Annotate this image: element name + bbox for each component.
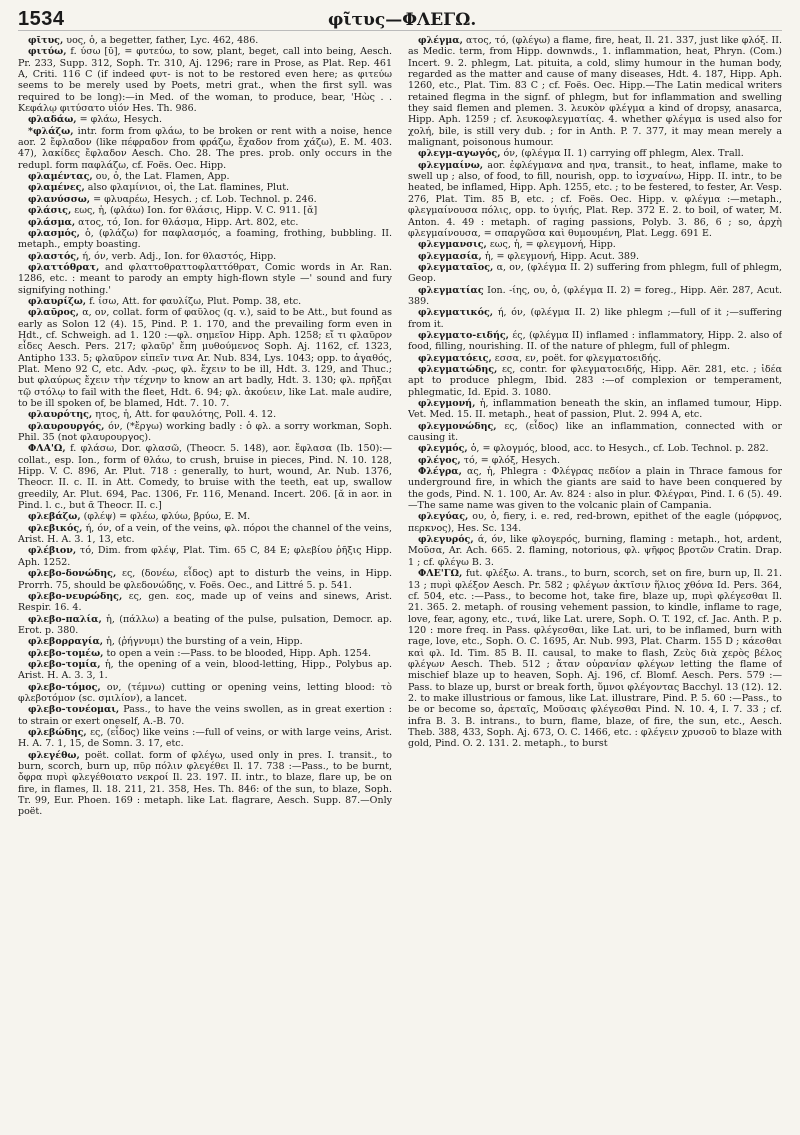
entry-definition: ατος, τό, (φλέγω) a flame, fire, heat, Il. 21. 337, just like φλόξ. II. as Medic. term, from Hipp. downwds., 1. inflammation, heat, Phryn. (Com.) Incert. 9. 2. phlegm, Lat. pituita, a cold, slimy humour in the human body, regarded as the matter and cause of many diseases, Hdt. 4. 187, Hipp. Aph. 1260, etc., Plat. Tim. 83 C ; cf. Foës. Oec. Hipp.—The Latin medical writers retained flegma in the signf. of phlegm, but for inflammation and swelling they said flemen and plemen. 3. λευκὸν φλέγμα a kind of dropsy, anasarca, Hipp. Aph. 1259 ; cf. λευκοφλεγματίας. 4. whether φλέγμα is used also for χολή, bile, is still very dub. ; for in Anth. P. 7. 377, it may mean merely a malignant, poisonous humour. bbox=[408, 35, 782, 149]
entry-headword: φλαυρουργός, bbox=[28, 420, 105, 432]
dictionary-entry bbox=[18, 171, 392, 182]
entry-definition: and φλαττοθραττοφλαττόθρατ, Comic words in Ar. Ran. 1286, etc. : meant to parody an empty high-flown style —' sound and fury signifying nothing.' bbox=[18, 261, 392, 296]
entry-definition: Pass., to have the veins swollen, as in great exertion : to strain or exert oneself, A.-B. 70. bbox=[18, 704, 392, 727]
dictionary-entry bbox=[408, 148, 782, 159]
entry-definition: ά, όν, like φλογερός, burning, flaming : metaph., hot, ardent, Μοῦσα, Ar. Ach. 665. 2. flaming, notorious, φλ. ψῆφος βροτῶν Cratin. Drap. 1 ; cf. φλέγω B. 3. bbox=[408, 534, 782, 568]
dictionary-entry bbox=[18, 659, 392, 682]
entry-headword: φλεγυρός, bbox=[418, 534, 474, 546]
entry-definition: Ion. -ίης, ου, ὁ, (φλέγμα II. 2) = foreg., Hipp. Aër. 287, Acut. 389. bbox=[408, 284, 782, 307]
entry-definition: ου, ὁ, fiery, i. e. red, red-brown, epithet of the eagle (μόρφνος, περκνος), Hes. Sc. 134. bbox=[408, 511, 782, 534]
entry-headword: Φλέγρα, bbox=[418, 466, 462, 478]
dictionary-entry bbox=[18, 182, 392, 193]
dictionary-entry bbox=[408, 239, 782, 250]
entry-definition: ὁ, (φλάζω) for παφλασμός, a foaming, frothing, bubbling. II. metaph., empty boasting. bbox=[18, 227, 392, 251]
dictionary-entry bbox=[18, 591, 392, 614]
dictionary-entry bbox=[18, 126, 392, 171]
entry-definition: α, ον, (φλέγμα II. 2) suffering from phlegm, full of phlegm, Geop. bbox=[408, 261, 782, 285]
entry-headword: φλεγματώδης, bbox=[418, 363, 498, 375]
entry-definition: ας, ἡ, Phlegra : Φλέγρας πεδίον a plain in Thrace famous for underground fire, in which the giants are said to have been conquered by the gods, Pind. N. 1. 100, Ar. Av. 824 : also in plur. Φλέγραι, Pind. I. 6 (5). 49.—The same name was given to the volcanic plain of Campania. bbox=[408, 466, 782, 512]
entry-headword: φλεγμανσις, bbox=[418, 239, 487, 251]
entry-headword: φλεγύας, bbox=[418, 511, 469, 523]
entry-definition: ἡ, = φλεγμονή, Hipp. Acut. 389. bbox=[481, 250, 640, 262]
entry-definition: ές, (φλέγμα II) inflamed : inflammatory, Hipp. 2. also of food, filling, nourishing. II. of the nature of phlegm, full of phlegm. bbox=[408, 329, 782, 353]
entry-headword: φλεβο-τόμος, bbox=[28, 681, 101, 693]
entry-definition: ες, gen. εος, made up of veins and sinews, Arist. Respir. 16. 4. bbox=[18, 590, 392, 614]
entry-headword: φλεγματίας bbox=[418, 284, 484, 296]
entry-definition: ητος, ἡ, Att. for φαυλότης, Poll. 4. 12. bbox=[92, 409, 277, 421]
dictionary-entry bbox=[18, 443, 392, 511]
entry-headword: ΦΛΕ'ΓΩ, bbox=[418, 568, 463, 580]
entry-definition: = φλάω, Hesych. bbox=[76, 114, 163, 126]
entry-definition: ατος, τό, Ion. for θλάσμα, Hipp. Art. 802, etc. bbox=[75, 216, 299, 228]
dictionary-entry bbox=[18, 205, 392, 216]
entry-headword: φλαυρίζω, bbox=[28, 295, 87, 307]
dictionary-entry bbox=[408, 251, 782, 262]
entry-headword: φλεγμ-αγωγός, bbox=[418, 148, 501, 160]
running-head: φῖτυς—ΦΛΕΓΩ. bbox=[328, 10, 477, 30]
entry-definition: ἡ, (πάλλω) a beating of the pulse, pulsation, Democr. ap. Erot. p. 380. bbox=[18, 613, 392, 636]
entry-definition: εσσα, εν, poët. for φλεγματοειδής. bbox=[491, 352, 662, 364]
entry-headword: φλάσμα, bbox=[28, 216, 76, 228]
dictionary-entry bbox=[18, 262, 392, 296]
columns bbox=[18, 35, 782, 1130]
entry-definition: υος, ὁ, a begetter, father, Lyc. 462, 486. bbox=[63, 35, 259, 46]
entry-headword: φλεβο-τονέομαι, bbox=[28, 704, 120, 716]
entry-definition: τό, Dim. from φλέψ, Plat. Tim. 65 C, 84 E; φλεβίου ῥῆξις Hipp. Aph. 1252. bbox=[18, 545, 392, 568]
entry-headword: φλεβορραγία, bbox=[28, 636, 104, 648]
entry-headword: φλεβώδης, bbox=[28, 726, 87, 738]
entry-headword: φλέβιον, bbox=[28, 545, 77, 557]
entry-definition: ή, όν, of a vein, of the veins, φλ. πόροι the channel of the veins, Arist. H. A. 3. 1, 13, etc. bbox=[18, 522, 392, 546]
entry-headword: φλαστός, bbox=[28, 250, 80, 262]
entry-definition: ες, contr. for φλεγματοειδής, Hipp. Aër. 281, etc. ; ἰδέα apt to produce phlegm, Ibid. 283 :—of complexion or temperament, phlegmatic, Id. Epid. 3. 1080. bbox=[408, 363, 782, 398]
entry-headword: φλεβικός, bbox=[28, 522, 83, 534]
dictionary-entry bbox=[18, 750, 392, 818]
entry-headword: φλεβο-δονώδης, bbox=[28, 568, 117, 580]
entry-definition: όν, (*ἔργω) working badly : ὁ φλ. a sorry workman, Soph. Phil. 35 (not φλαυρουργος). bbox=[18, 420, 392, 444]
dictionary-entry bbox=[18, 114, 392, 125]
dictionary-entry bbox=[18, 523, 392, 546]
entry-headword: φιτύω, bbox=[28, 46, 67, 58]
dictionary-entry bbox=[18, 704, 392, 727]
dictionary-entry bbox=[408, 568, 782, 750]
entry-headword: φλεβάζω, bbox=[28, 511, 81, 523]
dictionary-entry bbox=[18, 307, 392, 409]
entry-headword: φλεβο-παλία, bbox=[28, 613, 102, 625]
dictionary-entry bbox=[18, 636, 392, 647]
entry-headword: φλεγμονώδης, bbox=[418, 420, 497, 432]
entry-headword: φλάσις, bbox=[28, 205, 72, 217]
entry-definition: ες, (εἶδος) like veins :—full of veins, or with large veins, Arist. H. A. 7. 1, 15, de Somn. 3. 17, etc. bbox=[18, 726, 392, 750]
entry-definition: εως, ἡ, = φλεγμονή, Hipp. bbox=[486, 239, 616, 251]
entry-definition: intr. form from φλάω, to be broken or rent with a noise, hence aor. 2 ἔφλαδον (like πέφραδον from φράζω, ἔχαδον from χάζω), E. M. 403. 47), λακίδες ἔφλαδον Aesch. Cho. 28. The pres. prob. only occurs in the redupl. form παφλάζω, cf. Foës. Oec. Hipp. bbox=[18, 125, 392, 171]
dictionary-entry bbox=[18, 648, 392, 659]
dictionary-entry bbox=[18, 545, 392, 568]
entry-headword: φλεγμαίνω, bbox=[418, 159, 484, 171]
dictionary-entry bbox=[18, 251, 392, 262]
dictionary-entry bbox=[408, 307, 782, 330]
dictionary-entry bbox=[18, 217, 392, 228]
entry-headword: φλαμέντας, bbox=[28, 171, 93, 183]
entry-definition: ἡ, inflammation beneath the skin, an inflamed tumour, Hipp. Vet. Med. 15. II. metaph., heat of passion, Plut. 2. 994 A, etc. bbox=[408, 398, 782, 421]
entry-headword: φλεγματαῖος, bbox=[418, 261, 494, 273]
right-column bbox=[408, 35, 782, 1130]
entry-definition: εως, ἡ, (φλάω) Ion. for θλάσις, Hipp. V. C. 911. [ᾰ] bbox=[71, 205, 318, 217]
entry-headword: φλαδάω, bbox=[28, 114, 77, 126]
entry-headword: φλεγμονή, bbox=[418, 398, 476, 409]
dictionary-entry bbox=[18, 194, 392, 205]
entry-definition: poët. collat. form of φλέγω, used only in pres. I. transit., to burn, scorch, burn up, πῦρ πόλιν φλεγέθει Il. 17. 738 :—Pass., to be burnt, ὄφρα πυρὶ φλεγέθοιατο νεκροί Il. 23. 197. II. intr., to blaze, flare up, be on fire, in flames, Il. 18. 211, 21. 358, Hes. Th. 846: of the sun, to blaze, Soph. Tr. 99, Eur. Phoen. 169 : metaph. like Lat. flagrare, Aesch. Supp. 87.—Only poët. bbox=[18, 749, 392, 818]
dictionary-entry bbox=[408, 262, 782, 285]
dictionary-entry bbox=[408, 364, 782, 398]
entry-headword: φλέγμα, bbox=[418, 35, 463, 46]
dictionary-entry bbox=[408, 443, 782, 454]
dictionary-entry bbox=[408, 353, 782, 364]
entry-definition: ἡ, the opening of a vein, blood-letting, Hipp., Polybus ap. Arist. H. A. 3. 3, 1. bbox=[18, 658, 392, 682]
dictionary-entry bbox=[408, 330, 782, 353]
page-number: 1534 bbox=[18, 8, 65, 30]
entry-definition: τό, = φλόξ, Hesych. bbox=[460, 454, 561, 466]
entry-definition: όν, (φλέγμα II. 1) carrying off phlegm, Alex. Trall. bbox=[500, 148, 744, 160]
entry-definition: ες, (εἶδος) like an inflammation, connected with or causing it. bbox=[408, 420, 782, 444]
entry-headword: φλεγματο-ειδής, bbox=[418, 329, 509, 341]
entry-headword: φλεγμασία, bbox=[418, 250, 482, 262]
entry-definition: ου, ὁ, the Lat. Flamen, App. bbox=[92, 171, 230, 183]
entry-headword: φλεγματικός, bbox=[418, 307, 494, 319]
entry-definition: aor. ἐφλέγμανα and ηνα, transit., to heat, inflame, make to swell up ; also, of food, to fill, nourish, opp. to ἰσχναίνω, Hipp. II. intr., to be heated, be inflamed, Hipp. Aph. 1255, etc. ; to be festered, to fester, Ar. Vesp. 276, Plat. Tim. 85 B, etc. ; cf. Foës. Oec. Hipp. v. φλέγμα :—metaph., φλεγμαίνουσα πόλις, opp. to ὑγιής, Plat. Rep. 372 E. 2. to boil, of water, M. Anton. 4. 49 : metaph. of raging passions, Polyb. 3. 86, 6 ; so, ἀρχὴ φλεγμαίνουσα, = σπαργῶσα καὶ θυμουμένη, Plat. Legg. 691 E. bbox=[408, 159, 782, 239]
dictionary-entry bbox=[18, 228, 392, 251]
entry-definition: fut. φλέξω. A. trans., to burn, scorch, set on fire, burn up, Il. 21. 13 ; πυρὶ φλέξον Aesch. Pr. 582 ; φλέγων ἀκτῖσιν ἥλιος χθόνα Id. Pers. 364, cf. 504, etc. :—Pass., to become hot, take fire, blaze up, πυρὶ φλέγεσθαι Il. 21. 365. 2. metaph. of rousing vehement passion, to kindle, inflame to rage, love, fear, agony, etc., τινά, like Lat. urere, Soph. O. T. 192, cf. Jac. Anth. P. p. 120 : more freq. in Pass. φλέγεσθαι, like Lat. uri, to be inflamed, burn with rage, love, etc., Soph. O. C. 1695, Ar. Nub. 993, Plat. Charm. 155 D ; κάεσθαι καὶ φλ. Id. Tim. 85 B. II. causal, to make to flash, Ζεὺς διὰ χερὸς βέλος φλέγων Aesch. Theb. 512 ; ἄταν οὐρανίαν φλέγων letting the flame of mischief blaze up to heaven, Soph. Aj. 196, cf. Blomf. Aesch. Pers. 579 :—Pass. to blaze up, burst or break forth, ὕμνοι φλέγοντας Bacchyl. 13 (12). 12. 2. to make illustrious or famous, like Lat. illustrare, Pind. P. 5. 60 :—Pass., to be or become so, ἀρεταῖς, Μοῦσαις φλέγεσθαι Pind. N. 10. 4, I. 7. 33 ; cf. infra B. 3. B. intrans., to burn, flame, blaze, of fire, the sun, etc., Aesch. Theb. 388, 433, Soph. Aj. 673, O. C. 1466, etc. : φλέγειν χρυσοῦ to blaze with gold, Pind. O. 2. 131. 2. metaph., to burst bbox=[408, 568, 782, 750]
entry-headword: φλεβο-νευρώδης, bbox=[28, 590, 123, 602]
dictionary-entry bbox=[408, 511, 782, 534]
entry-definition: to open a vein :—Pass. to be blooded, Hipp. Aph. 1254. bbox=[103, 647, 372, 659]
dictionary-entry bbox=[18, 421, 392, 444]
entry-headword: φλασμός, bbox=[28, 227, 80, 239]
entry-definition: α, ον, collat. form of φαῦλος (q. v.), said to be Att., but found as early as Solon 12 (4). 15, Pind. P. 1. 170, and the prevailing form even in Hdt., cf. Schweigh. ad 1. 120 :—φλ. σημεῖον Hipp. Aph. 1258; εἴ τι φλαῦρον εἶδες Aesch. Pers. 217; φλαῦρ' ἔπη μυθούμενος Soph. Aj. 1162, cf. 1323, Antipho 133. 5; φλαῦρον εἰπεῖν τινα Ar. Nub. 834, Lys. 1043; opp. to ἀγαθός, Plat. Meno 92 C, etc. Adv. -ρως, φλ. ἔχειν to be ill, Hdt. 3. 129, and Thuc.; but φλαύρως ἔχειν τὴν τέχνην to know an art badly, Hdt. 3. 130; φλ. πρῆξαι τῷ στόλῳ to fail with the fleet, Hdt. 6. 94; φλ. ἀκούειν, like Lat. male audire, to be ill spoken of, be blamed, Hdt. 7. 10. 7. bbox=[18, 307, 392, 409]
entry-headword: φλανύσσω, bbox=[28, 193, 91, 205]
entry-headword: φλεγέθω, bbox=[28, 749, 80, 761]
dictionary-entry bbox=[18, 568, 392, 591]
dictionary-entry bbox=[18, 682, 392, 705]
dictionary-entry bbox=[408, 421, 782, 444]
entry-definition: f. ύσω [ῡ], = φυτεύω, to sow, plant, beget, call into being, Aesch. Pr. 233, Supp. 312, Soph. Tr. 310, Aj. 1296; rare in Prose, as Plat. Rep. 461 A, Criti. 116 C (if indeed φυτ- is not to be restored even here; as φιτεύω seems to be merely used by Poets, metri grat., when the first syll. was required to be long):—in Med. of the woman, to produce, bear, 'Ηὼς . . Κεφάλῳ φιτύσατο υἱόν Hes. Th. 986. bbox=[18, 46, 392, 115]
dictionary-entry bbox=[18, 727, 392, 750]
entry-headword: φλεγματόεις, bbox=[418, 352, 492, 364]
entry-definition: ἡ, (ῥήγνυμι) the bursting of a vein, Hipp. bbox=[103, 636, 303, 648]
entry-definition: ὁ, = φλογμός, blood, acc. to Hesych., cf. Lob. Technol. p. 282. bbox=[467, 443, 769, 455]
dictionary-entry bbox=[408, 285, 782, 308]
dictionary-entry bbox=[408, 160, 782, 239]
entry-headword: φῖτυς, bbox=[28, 35, 64, 46]
dictionary-entry bbox=[18, 409, 392, 420]
entry-definition: f. φλάσω, Dor. φλασῶ, (Theocr. 5. 148), aor. ἔφλασα (Ib. 150):—collat., esp. Ion., form of θλάω, to crush, bruise in pieces, Pind. N. 10. 128, Hipp. V. C. 896, Ar. Plut. 718 : generally, to hurt, wound, Ar. Nub. 1376, Theocr. II. c. II. in Att. Comedy, to bruise with the teeth, eat up, swallow greedily, Ar. Plut. 694, Pac. 1306, Fr. 116, Menand. Incert. 206. [ᾰ in aor. in Pind. l. c., but ᾱ Theocr. II. c.] bbox=[18, 443, 392, 512]
page-header bbox=[18, 8, 782, 31]
dictionary-entry bbox=[18, 511, 392, 522]
entry-headword: φλεγμός, bbox=[418, 443, 468, 455]
entry-headword: *φλάζω, bbox=[28, 125, 74, 137]
entry-definition: f. ίσω, Att. for φαυλίζω, Plut. Pomp. 38, etc. bbox=[86, 295, 302, 307]
entry-headword: φλεβο-τομία, bbox=[28, 658, 101, 670]
entry-headword: φλαμένες, bbox=[28, 182, 85, 194]
entry-headword: φλεβο-τομέω, bbox=[28, 647, 104, 659]
left-column bbox=[18, 35, 392, 1130]
dictionary-entry bbox=[18, 35, 392, 46]
entry-definition: ες, (δονέω, εἶδος) apt to disturb the veins, in Hipp. Prorrh. 75, should be φλεδονώδης, v. Foës. Oec., and Littré 5. p. 541. bbox=[18, 568, 392, 591]
dictionary-entry bbox=[18, 296, 392, 307]
entry-definition: = φλυαρέω, Hesych. ; cf. Lob. Technol. p. 246. bbox=[90, 193, 317, 205]
dictionary-entry bbox=[408, 455, 782, 466]
entry-definition: ον, (τέμνω) cutting or opening veins, letting blood: τὸ φλεβοτόμον (sc. σμιλίον), a lancet. bbox=[18, 681, 392, 704]
dictionary-entry bbox=[408, 35, 782, 148]
entry-headword: φλαῦρος, bbox=[28, 307, 79, 319]
entry-definition: ή, όν, (φλέγμα II. 2) like phlegm ;—full of it ;—suffering from it. bbox=[408, 307, 782, 330]
entry-headword: ΦΛΑ'Ω, bbox=[28, 443, 66, 455]
entry-headword: φλέγος, bbox=[418, 454, 461, 466]
dictionary-entry bbox=[408, 398, 782, 421]
entry-headword: φλαττόθρατ, bbox=[28, 261, 100, 273]
dictionary-entry bbox=[408, 466, 782, 511]
dictionary-entry bbox=[18, 614, 392, 637]
entry-definition: (φλέψ) = φλέω, φλύω, βρύω, E. M. bbox=[80, 511, 251, 523]
entry-definition: ή, όν, verb. Adj., Ion. for θλαστός, Hipp. bbox=[79, 250, 277, 262]
entry-definition: also φλαμίνιοι, οἱ, the Lat. flamines, Plut. bbox=[84, 182, 290, 194]
entry-headword: φλαυρότης, bbox=[28, 409, 93, 421]
dictionary-entry bbox=[18, 46, 392, 114]
dictionary-entry bbox=[408, 534, 782, 568]
